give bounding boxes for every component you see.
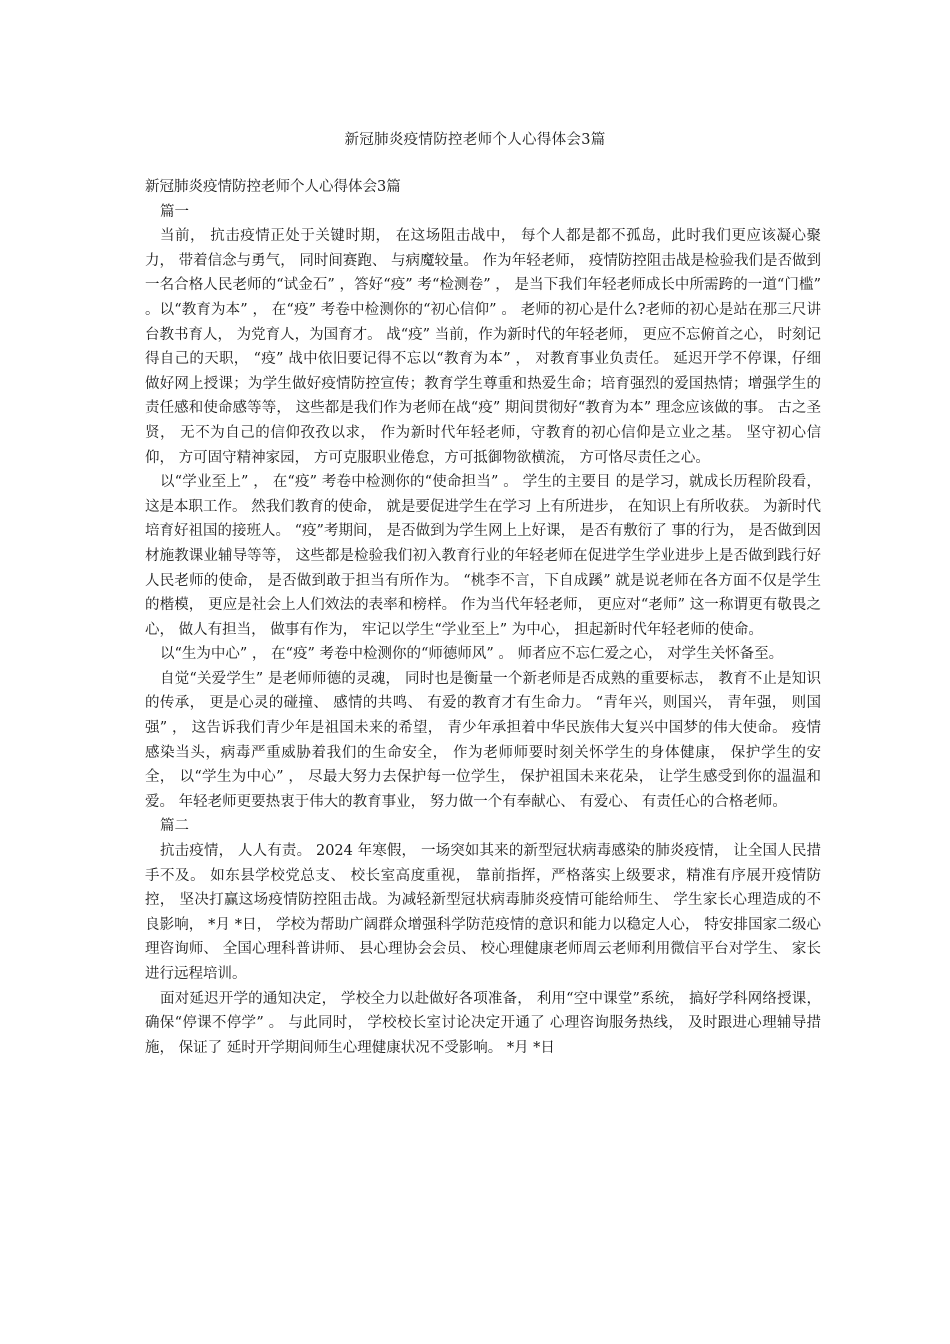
paragraph: 以“生为中心” ， 在“疫” 考卷中检测你的“师德师风” 。 师者应不忘仁爱之心， 对学生关怀备至。 <box>160 646 784 663</box>
section-label-2: 篇二 <box>160 818 189 835</box>
page-title: 新冠肺炎疫情防控老师个人心得体会3篇 <box>344 132 606 148</box>
paragraph: 抗击疫情， 人人有责。 2024 年寒假， 一场突如其来的新型冠状病毒感染的肺炎疫情， 让全国人民措手不及。 如东县学校党总支、 校长室高度重视， 靠前指挥，严格落实上级要求，精准有序展开疫情防控， 坚决打赢这场疫情防控阻击战。为减轻新型冠状病毒肺炎疫情可能给师生、 学生家长心理造成的不良影响， *月 *日， 学校为帮助广阔群众增强科学防范疫情的意识和能力以稳定人心， 特安排国家二级心理咨询师、 全国心理科普讲师、 县心理协会会员、 校心理健康老师周云老师利用微信平台对学生、 家长进行远程培训。 <box>145 843 821 982</box>
section-label-1: 篇一 <box>160 203 189 220</box>
paragraph: 以“学业至上” ， 在“疫” 考卷中检测你的“使命担当” 。 学生的主要目 的是学习，就成长历程阶段看， 这是本职工作。 然我们教育的使命， 就是要促进学生在学习 上有所进步， 在知识上有所收获。 为新时代培育好祖国的接班人。 “疫”考期间， 是否做到为学生网上上好课， 是否有敷衍了 事的行为， 是否做到因材施教课业辅导等等， 这些都是检验我们初入教育行业的年轻老师在促进学生学业进步上是否做到践行好人民老师的使命， 是否做到敢于担当有所作为。 “桃李不言，下自成蹊” 就是说老师在各方面不仅是学生的楷模， 更应是社会上人们效法的表率和榜样。 作为当代年轻老师， 更应对“老师” 这一称谓更有敬畏之心， 做人有担当， 做事有作为， 牢记以学生“学业至上” 为中心， 担起新时代年轻老师的使命。 <box>145 474 821 638</box>
document-body <box>145 175 821 1060</box>
paragraph: 自觉“关爱学生” 是老师师德的灵魂， 同时也是衡量一个新老师是否成熟的重要标志， 教育不止是知识的传承， 更是心灵的碰撞、 感情的共鸣、 有爱的教育才有生命力。 “青年兴，则国兴， 青年强， 则国强” ， 这告诉我们青少年是祖国未来的希望， 青少年承担着中华民族伟大复兴中国梦的伟大使命。 疫情感染当头，病毒严重威胁着我们的生命安全， 作为老师师要时刻关怀学生的身体健康， 保护学生的安全， 以“学生为中心” ， 尽最大努力去保护每一位学生， 保护祖国未来花朵， 让学生感受到你的温温和爱。 年轻老师更要热衷于伟大的教育事业， 努力做一个有奉献心、 有爱心、 有责任心的合格老师。 <box>145 670 821 810</box>
document-heading: 新冠肺炎疫情防控老师个人心得体会3篇 <box>145 179 401 195</box>
paragraph: 当前， 抗击疫情正处于关键时期， 在这场阻击战中， 每个人都是都不孤岛，此时我们更应该凝心聚力， 带着信念与勇气， 同时间赛跑、 与病魔较量。 作为年轻老师， 疫情防控阻击战是检验我们是否做到一名合格人民老师的“试金石” ，答好“疫” 考“检测卷” ， 是当下我们年轻老师成长中所需跨的一道“门槛” 。以“教育为本” ， 在“疫” 考卷中检测你的“初心信仰” 。 老师的初心是什么?老师的初心是站在那三尺讲台教书育人， 为党育人，为国育才。 战“疫” 当前，作为新时代的年轻老师， 更应不忘俯首之心， 时刻记得自己的天职， “疫” 战中依旧要记得不忘以“教育为本” ， 对教育事业负责任。 延迟开学不停课，仔细做好网上授课；为学生做好疫情防控宣传；教育学生尊重和热爱生命；培育强烈的爱国热情；增强学生的责任感和使命感等等， 这些都是我们作为老师在战“疫” 期间贯彻好“教育为本” 理念应该做的事。 古之圣贤， 无不为自己的信仰孜孜以求， 作为新时代年轻老师，守教育的初心信仰是立业之基。 坚守初心信仰， 方可固守精神家园， 方可克服职业倦怠，方可抵御物欲横流， 方可恪尽责任之心。 <box>145 228 821 466</box>
paragraph: 面对延迟开学的通知决定， 学校全力以赴做好各项准备， 利用“空中课堂”系统， 搞好学科网络授课， 确保“停课不停学” 。 与此同时， 学校校长室讨论决定开通了 心理咨询服务热线， 及时跟进心理辅导措施， 保证了 延时开学期间师生心理健康状况不受影响。 *月 *日 <box>145 990 821 1056</box>
